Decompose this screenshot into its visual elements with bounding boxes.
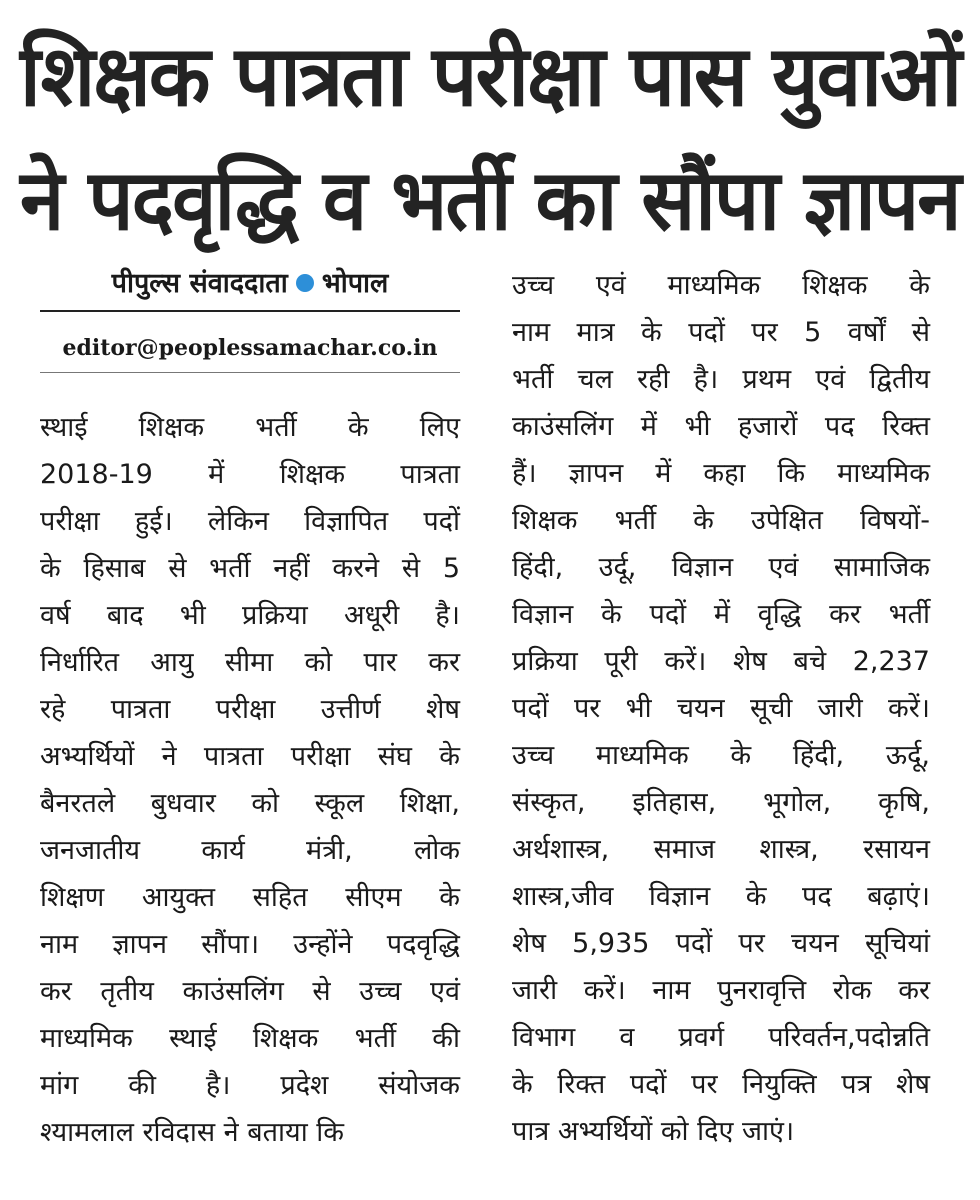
text-line: भर्ती चल रही है। प्रथम एवं द्वितीय [512,364,930,395]
text-line: के हिसाब से भर्ती नहीं करने से 5 [40,553,460,584]
byline [40,262,460,306]
bullet-dot-icon [296,274,314,292]
text-line: परीक्षा हुई। लेकिन विज्ञापित पदों [40,506,460,537]
text-line: जारी करें। नाम पुनरावृत्ति रोक कर [512,975,930,1006]
text-line: अर्थशास्त्र, समाज शास्त्र, रसायन [512,834,930,865]
text-line: शास्त्र,जीव विज्ञान के पद बढ़ाएं। [512,881,930,912]
text-line: पात्र अभ्यर्थियों को दिए जाएं। [512,1116,795,1147]
text-line: शेष 5,935 पदों पर चयन सूचियां [512,928,930,959]
text-line: माध्यमिक स्थाई शिक्षक भर्ती की [40,1023,460,1054]
text-line: जनजातीय कार्य मंत्री, लोक [40,835,460,866]
location: भोपाल [321,268,389,299]
article-left-column [40,404,460,1156]
byline-divider [40,310,460,312]
editor-email[interactable]: editor@peoplessamachar.co.in [62,335,438,361]
text-line: निर्धारित आयु सीमा को पार कर [40,647,460,678]
text-line: संस्कृत, इतिहास, भूगोल, कृषि, [512,787,930,818]
text-line: मांग की है। प्रदेश संयोजक [40,1070,460,1101]
text-line: उच्च एवं माध्यमिक शिक्षक के [512,270,930,301]
text-line: कर तृतीय काउंसलिंग से उच्च एवं [40,976,460,1007]
text-line: स्थाई शिक्षक भर्ती के लिए [40,412,460,443]
email-divider [40,372,460,373]
text-line: रहे पात्रता परीक्षा उत्तीर्ण शेष [40,694,460,725]
text-line: उच्च माध्यमिक के हिंदी, ऊर्दू, [512,740,930,771]
text-line: काउंसलिंग में भी हजारों पद रिक्त [512,411,930,442]
text-line: बैनरतले बुधवार को स्कूल शिक्षा, [40,788,460,819]
text-line: हिंदी, उर्दू, विज्ञान एवं सामाजिक [512,552,930,583]
text-line: 2018-19 में शिक्षक पात्रता [40,459,460,490]
text-line: विज्ञान के पदों में वृद्धि कर भर्ती [512,599,930,630]
text-line: प्रक्रिया पूरी करें। शेष बचे 2,237 [512,646,930,677]
text-line: हैं। ज्ञापन में कहा कि माध्यमिक [512,458,930,489]
text-line: श्यामलाल रविदास ने बताया कि [40,1117,345,1148]
text-line: नाम मात्र के पदों पर 5 वर्षों से [512,317,930,348]
headline [20,14,960,262]
text-line: पदों पर भी चयन सूची जारी करें। [512,693,930,724]
text-line: शिक्षण आयुक्त सहित सीएम के [40,882,460,913]
text-line: विभाग व प्रवर्ग परिवर्तन,पदोन्नति [512,1022,930,1053]
headline-line: शिक्षक पात्रता परीक्षा पास युवाओं [20,27,961,125]
text-line: के रिक्त पदों पर नियुक्ति पत्र शेष [512,1069,930,1100]
reporter-name: पीपुल्स संवाददाता [111,268,288,299]
article-right-column [512,262,930,1155]
byline-block [40,262,460,373]
text-line: शिक्षक भर्ती के उपेक्षित विषयों- [512,505,930,536]
text-line: अभ्यर्थियों ने पात्रता परीक्षा संघ के [40,741,460,772]
headline-line: ने पदवृद्धि व भर्ती का सौंपा ज्ञापन [20,151,960,249]
text-line: नाम ज्ञापन सौंपा। उन्होंने पदवृद्धि [40,929,460,960]
text-line: वर्ष बाद भी प्रक्रिया अधूरी है। [40,600,460,631]
